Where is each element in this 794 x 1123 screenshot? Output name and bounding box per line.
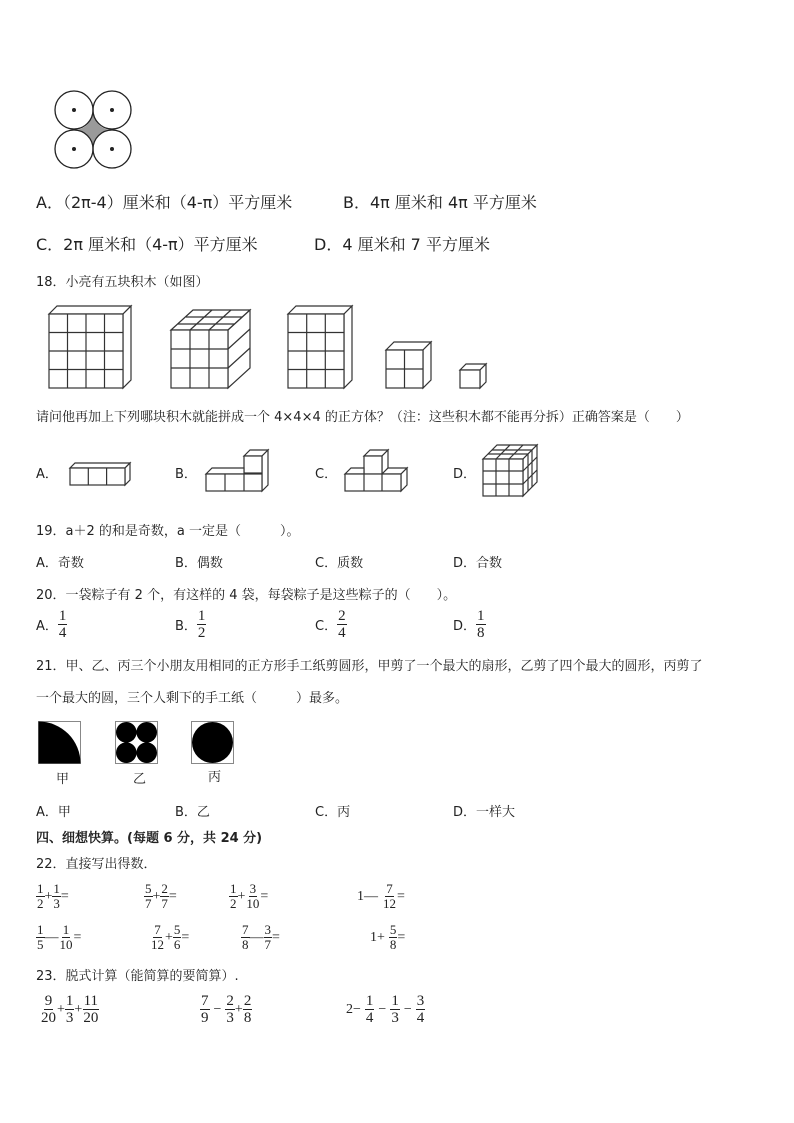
fraction: $\frac{1}{5}$ [37,922,44,952]
fraction: $\frac{7}{12}$ [151,922,164,952]
q21-label-yi: 乙 [133,772,147,787]
q18-question: 请问他再加上下列哪块积木就能拼成一个 4×4×4 的正方体？（注：这些积木都不能再分拆）正确答案是（ ） [36,410,689,425]
q20-label-d: D． [453,619,477,634]
block-4 [386,342,431,388]
q22-expr-1: $\frac{1}{2}$ + $\frac{1}{3}$ = [37,881,69,911]
q20-label-c: C． [315,619,338,634]
q23-expr-1: $\frac{9}{20}$ + $\frac{1}{3}$ + $\frac{11}{20}$ [41,993,99,1026]
fraction: $\frac{1}{3}$ [391,993,399,1026]
q18-option-b-shape [204,446,270,492]
block-2 [171,310,250,388]
q20-question: 20．一袋粽子有 2 个，有这样的 4 袋，每袋粽子是这些粽子的（ ）。 [36,588,457,603]
q19-option-d: D．合数 [453,556,503,571]
q21-option-d: D．一样大 [453,805,516,820]
fraction: $\frac{1}{3}$ [65,993,74,1026]
fraction: $\frac{1}{2}$ [230,881,237,911]
fraction: $\frac{2}{7}$ [161,881,168,911]
q20-option-d [453,608,486,641]
q22-expr-5: $\frac{1}{5}$ — $\frac{1}{10}$ = [37,922,82,952]
block-1 [49,306,131,388]
q23-title: 23．脱式计算（能简算的要简算）. [36,969,239,984]
q20-option-c [315,608,347,641]
q20-option-a [36,608,67,641]
building-blocks-figure [40,300,500,395]
q20-option-b [175,608,206,641]
q23-expr-3: 2− $\frac{1}{4}$ − $\frac{1}{3}$ − $\frac{3}{4}$ [346,993,425,1026]
q19-option-b: B．偶数 [175,556,223,571]
fraction: $\frac{7}{8}$ [242,922,249,952]
fraction: $\frac{5}{8}$ [389,922,397,952]
four-circles-figure [50,90,136,170]
q18-label-b: B． [175,467,197,482]
q21-figure-yi [115,721,159,765]
fraction: $\frac{9}{20}$ [41,993,56,1026]
q21-option-a: A．甲 [36,805,71,820]
q21-figure-jia [38,721,82,765]
q19-option-a: A．奇数 [36,556,84,571]
block-5 [460,364,486,388]
fraction: $\frac{2}{8}$ [243,993,252,1026]
q20-label-b: B． [175,619,197,634]
fraction: $\frac{1}{4}$ [365,993,374,1026]
q22-expr-4: 1— $\frac{7}{12}$ = [357,881,405,911]
q17-option-c: C．2π 厘米和（4-π）平方厘米 [36,235,258,254]
q18-option-c-shape [343,446,409,492]
q18-label-a: A． [36,467,58,482]
fraction: $\frac{1}{2}$ [197,608,206,641]
fraction: $\frac{2}{3}$ [226,993,234,1026]
q20-label-a: A． [36,619,58,634]
fraction: $\frac{3}{4}$ [416,993,425,1026]
q22-expr-2: $\frac{5}{7}$ + $\frac{2}{7}$ = [145,881,177,911]
fraction: $\frac{1}{8}$ [477,608,485,641]
fraction: $\frac{3}{7}$ [264,922,271,952]
q23-expr-2: $\frac{7}{9}$ − $\frac{2}{3}$ + $\frac{2}{8}$ [201,993,252,1026]
q22-expr-7: $\frac{7}{8}$ — $\frac{3}{7}$ = [242,922,280,952]
q21-option-c: C．丙 [315,805,351,820]
fraction: $\frac{11}{20}$ [83,993,99,1026]
q18-option-d-shape [480,441,540,499]
fraction: $\frac{3}{10}$ [246,881,260,911]
q22-expr-3: $\frac{1}{2}$ + $\frac{3}{10}$ = [230,881,269,911]
q21-figure-bing [191,721,235,765]
q21-line1: 21．甲、乙、丙三个小朋友用相同的正方形手工纸剪圆形，甲剪了一个最大的扇形，乙剪了四个最大的圆形，丙剪了 [36,659,703,674]
q21-line2: 一个最大的圆，三个人剩下的手工纸（ ）最多。 [36,691,349,706]
fraction: $\frac{1}{10}$ [59,922,73,952]
fraction: $\frac{5}{6}$ [173,922,181,952]
q22-title: 22．直接写出得数． [36,857,157,872]
q17-option-d: D．4 厘米和 7 平方厘米 [314,235,490,254]
block-3 [288,306,352,388]
fraction: $\frac{2}{4}$ [338,608,346,641]
q22-expr-8: 1+ $\frac{5}{8}$ = [370,922,406,952]
q22-expr-6: $\frac{7}{12}$ + $\frac{5}{6}$ = [151,922,190,952]
q19-option-c: C．质数 [315,556,364,571]
q21-label-jia: 甲 [56,772,70,787]
q21-label-bing: 丙 [208,770,222,785]
q18-label-c: C． [315,467,338,482]
q18-option-a-shape [68,458,132,488]
q21-option-b: B．乙 [175,805,210,820]
fraction: $\frac{1}{3}$ [53,881,60,911]
section4-heading: 四、细想快算。(每题 6 分，共 24 分) [36,831,263,846]
q17-option-a: A．（2π-4）厘米和（4-π）平方厘米 [36,193,293,212]
q17-option-b: B．4π 厘米和 4π 平方厘米 [343,193,537,212]
fraction: $\frac{5}{7}$ [145,881,152,911]
fraction: $\frac{1}{2}$ [37,881,44,911]
fraction: $\frac{7}{9}$ [201,993,209,1026]
fraction: $\frac{1}{4}$ [58,608,67,641]
q18-title: 18．小亮有五块积木（如图） [36,275,209,290]
q18-label-d: D． [453,467,477,482]
fraction: $\frac{7}{12}$ [383,881,396,911]
q19-question: 19．a＋2 的和是奇数，a 一定是（ ）。 [36,524,300,539]
